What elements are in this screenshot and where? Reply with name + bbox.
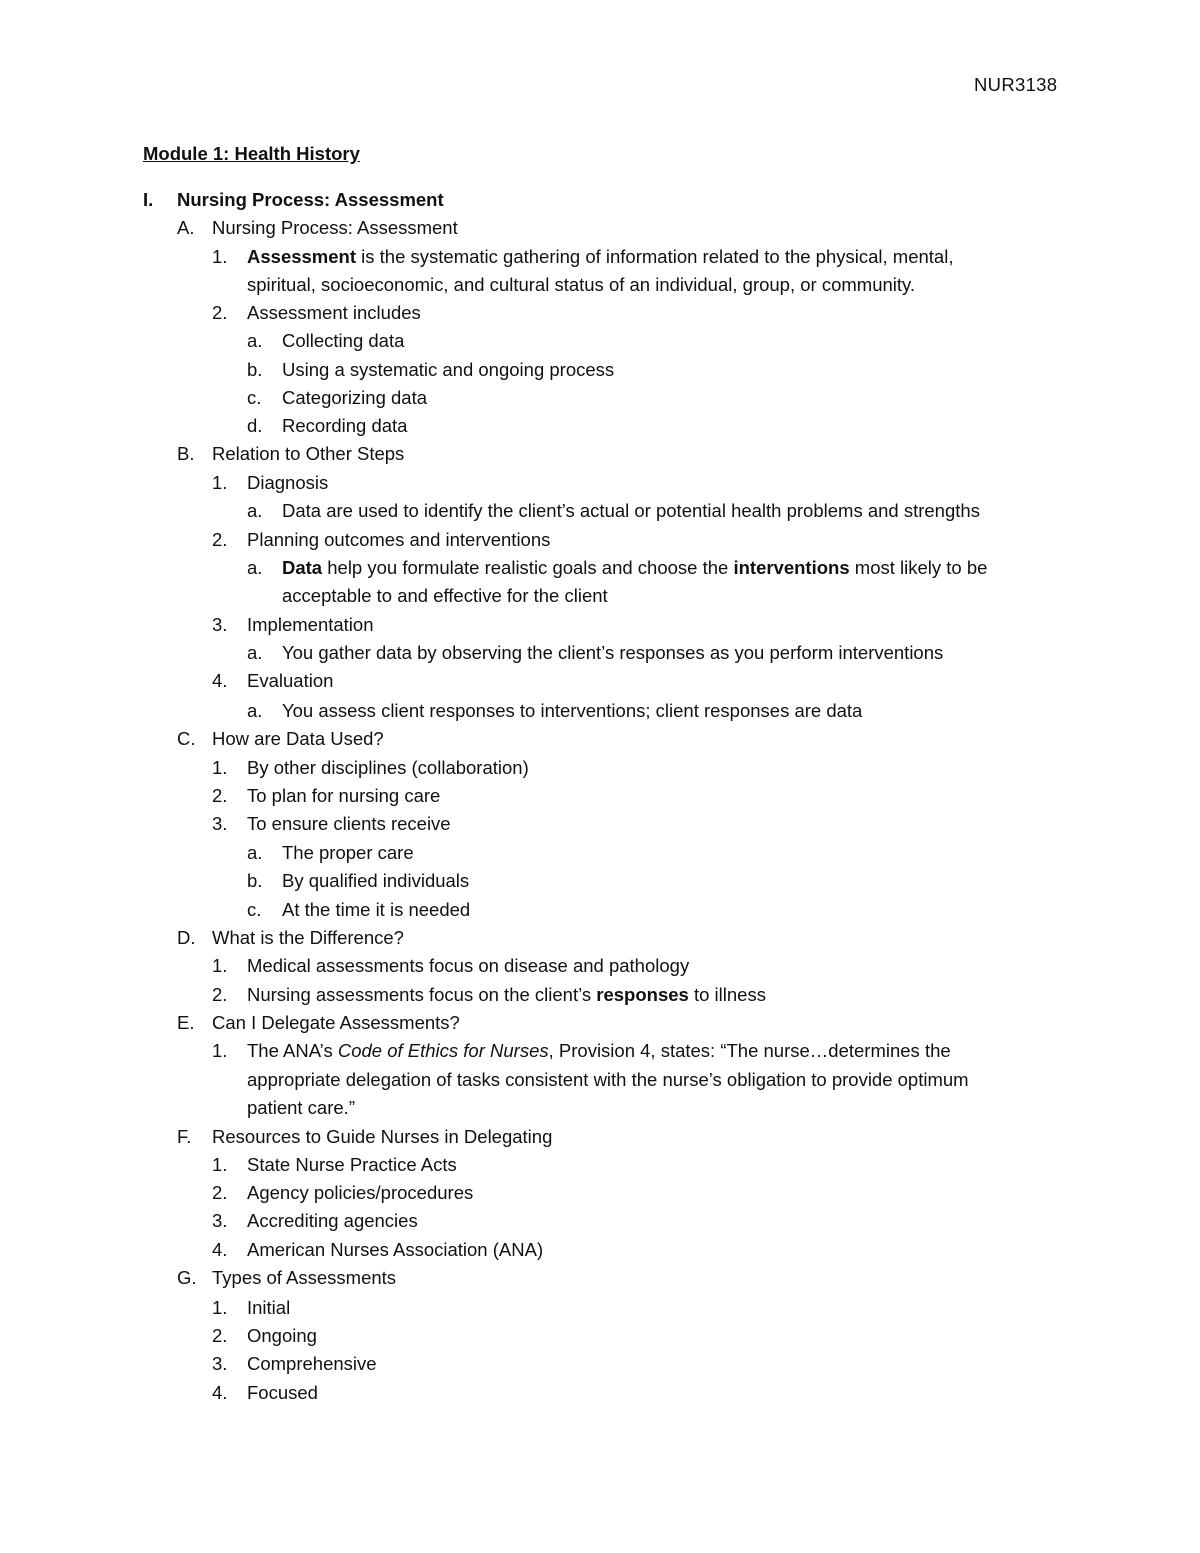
item-text-post: , Provision 4, states: “The nurse…determines the	[548, 1040, 951, 1061]
item-text: Focused	[247, 1382, 318, 1403]
item-text: Implementation	[247, 614, 374, 635]
item-marker: 3.	[212, 1353, 228, 1374]
item-text: At the time it is needed	[282, 899, 471, 920]
item-marker: F.	[177, 1126, 192, 1147]
section-marker: I.	[143, 189, 154, 210]
item-marker: c.	[247, 899, 262, 920]
item-text	[282, 555, 987, 581]
item-marker: b.	[247, 359, 263, 380]
item-marker: 1.	[212, 1154, 228, 1175]
item-text: Accrediting agencies	[247, 1210, 418, 1231]
item-text-end: most likely to be	[849, 557, 988, 578]
item-text: Comprehensive	[247, 1353, 377, 1374]
item-marker: 2.	[212, 785, 228, 806]
item-text: Initial	[247, 1297, 291, 1318]
item-marker: 2.	[212, 1325, 228, 1346]
item-text: The proper care	[282, 842, 414, 863]
item-marker: 1.	[212, 757, 228, 778]
item-heading: Nursing Process: Assessment	[212, 217, 458, 238]
bold-term: responses	[596, 984, 689, 1005]
item-text: American Nurses Association (ANA)	[247, 1239, 544, 1260]
item-marker: A.	[177, 217, 195, 238]
item-marker: d.	[247, 415, 263, 436]
item-marker: C.	[177, 728, 196, 749]
item-text: Collecting data	[282, 330, 405, 351]
item-text: Using a systematic and ongoing process	[282, 359, 615, 380]
item-text: Categorizing data	[282, 387, 428, 408]
item-marker: D.	[177, 927, 196, 948]
item-text-pre: Nursing assessments focus on the client’s	[247, 984, 597, 1005]
item-text: Diagnosis	[247, 472, 329, 493]
item-marker: 2.	[212, 302, 228, 323]
item-marker: G.	[177, 1267, 197, 1288]
bold-term: Data	[282, 557, 323, 578]
item-marker: 4.	[212, 1382, 228, 1403]
item-text-pre: The ANA’s	[247, 1040, 338, 1061]
item-text: Evaluation	[247, 670, 334, 691]
item-text: State Nurse Practice Acts	[247, 1154, 457, 1175]
item-marker: a.	[247, 842, 263, 863]
item-text: To plan for nursing care	[247, 785, 441, 806]
item-marker: c.	[247, 387, 262, 408]
item-marker: a.	[247, 500, 263, 521]
item-marker: 1.	[212, 472, 228, 493]
item-text: appropriate delegation of tasks consistent with the nurse’s obligation to provide optimum	[247, 1069, 969, 1090]
item-text: patient care.”	[247, 1097, 355, 1118]
item-text: To ensure clients receive	[247, 813, 451, 834]
item-text: You gather data by observing the client’s responses as you perform interventions	[282, 642, 944, 663]
item-text: Assessment includes	[247, 302, 421, 323]
item-marker: 2.	[212, 529, 228, 550]
item-text: acceptable to and effective for the client	[282, 585, 608, 606]
item-text: By qualified individuals	[282, 870, 470, 891]
item-marker: 3.	[212, 614, 228, 635]
bold-term: interventions	[733, 557, 850, 578]
item-text: By other disciplines (collaboration)	[247, 757, 529, 778]
item-heading: Relation to Other Steps	[212, 443, 405, 464]
item-text	[247, 982, 766, 1008]
item-marker: 2.	[212, 984, 228, 1005]
item-heading: Can I Delegate Assessments?	[212, 1012, 460, 1033]
bold-term: Assessment	[247, 246, 357, 267]
item-marker: 1.	[212, 246, 228, 267]
item-text: Medical assessments focus on disease and pathology	[247, 955, 690, 976]
item-text-rest: is the systematic gathering of information related to the physical, mental,	[356, 246, 954, 267]
italic-title: Code of Ethics for Nurses	[337, 1040, 549, 1061]
item-marker: E.	[177, 1012, 195, 1033]
item-marker: b.	[247, 870, 263, 891]
item-text: Planning outcomes and interventions	[247, 529, 551, 550]
item-marker: a.	[247, 642, 263, 663]
item-marker: 1.	[212, 1297, 228, 1318]
item-marker: B.	[177, 443, 195, 464]
item-text: You assess client responses to interventions; client responses are data	[282, 700, 863, 721]
item-marker: 1.	[212, 1040, 228, 1061]
item-marker: 2.	[212, 1182, 228, 1203]
item-text: Ongoing	[247, 1325, 317, 1346]
item-marker: 1.	[212, 955, 228, 976]
item-marker: 4.	[212, 1239, 228, 1260]
item-marker: a.	[247, 700, 263, 721]
item-marker: a.	[247, 557, 263, 578]
item-marker: 3.	[212, 1210, 228, 1231]
document-title: Module 1: Health History	[143, 143, 360, 164]
item-text-post: to illness	[688, 984, 766, 1005]
item-marker: 4.	[212, 670, 228, 691]
item-text: Agency policies/procedures	[247, 1182, 474, 1203]
section-title: Nursing Process: Assessment	[177, 189, 444, 210]
item-text	[247, 244, 953, 270]
item-text	[247, 1038, 951, 1064]
item-marker: a.	[247, 330, 263, 351]
item-heading: What is the Difference?	[212, 927, 404, 948]
course-code-header: NUR3138	[974, 74, 1058, 95]
item-heading: Types of Assessments	[212, 1267, 397, 1288]
item-marker: 3.	[212, 813, 228, 834]
item-text-mid: help you formulate realistic goals and choose the	[322, 557, 734, 578]
item-heading: How are Data Used?	[212, 728, 384, 749]
item-text: Data are used to identify the client’s actual or potential health problems and strengths	[282, 500, 980, 521]
item-heading: Resources to Guide Nurses in Delegating	[212, 1126, 553, 1147]
item-text: Recording data	[282, 415, 408, 436]
item-text: spiritual, socioeconomic, and cultural status of an individual, group, or community.	[247, 274, 916, 295]
